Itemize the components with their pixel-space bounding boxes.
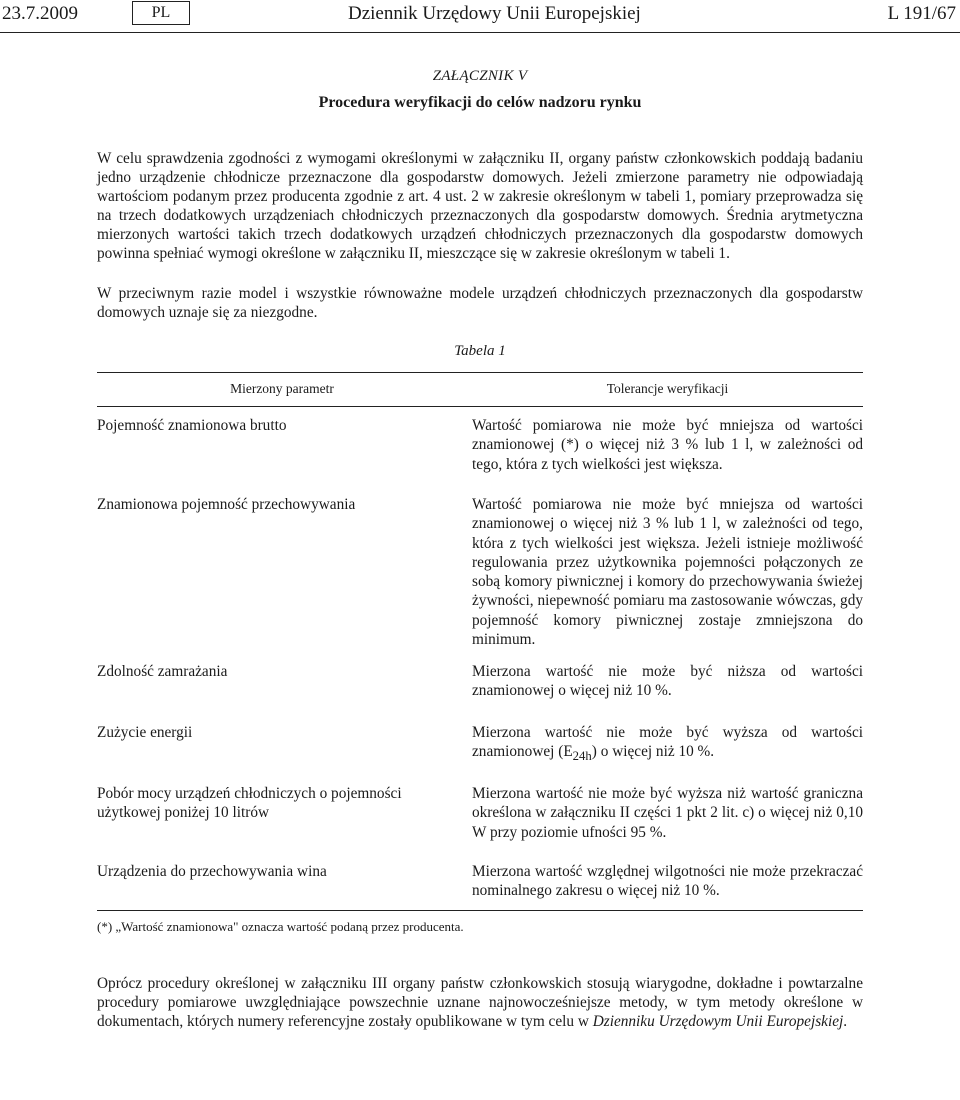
header-rule (0, 32, 960, 33)
non-compliance-paragraph: W przeciwnym razie model i wszystkie równoważne modele urządzeń chłodniczych przeznaczonych dla gospodarstw domowych uznaje się za niezgodne. (97, 285, 863, 321)
annex-title: Procedura weryfikacji do celów nadzoru rynku (318, 94, 642, 111)
table-top-rule (97, 372, 863, 373)
table-row-tolerance: Mierzona wartość nie może być wyższa niż wartość graniczna określona w załączniku II części 1 pkt 2 lit. c) o więcej niż 0,10 W przy poziomie ufności 95 %. (472, 785, 863, 841)
journal-name-italic: Dzienniku Urzędowym Unii Europejskiej (592, 1013, 844, 1030)
table-row-parameter: Pobór mocy urządzeń chłodniczych o pojemności użytkowej poniżej 10 litrów (97, 785, 402, 822)
table-row-tolerance (472, 723, 863, 767)
column-header-tolerance: Tolerancje weryfikacji (606, 381, 729, 396)
energy-subscript: 24h (572, 749, 592, 764)
annex-label: ZAŁĄCZNIK V (432, 68, 528, 84)
table-row-parameter: Pojemność znamionowa brutto (97, 417, 287, 434)
table-row-tolerance: Wartość pomiarowa nie może być mniejsza od wartości znamionowej o więcej niż 3 % lub 1 l, w zależności od tego, która z tych wielkości jest większa. Jeżeli istnieje możliwość regulowania przez użytkownika pojemności połączonych ze sobą komory piwnicznej i komory do przechowywania świeżej żywności, niepewność pomiaru ma zastosowanie wówczas, gdy pojemność komory piwnicznej zostaje zmniejszona do minimum. (472, 496, 863, 649)
language-box: PL (132, 1, 190, 25)
table-row-parameter: Zdolność zamrażania (97, 663, 228, 680)
column-header-parameter: Mierzony parametr (230, 381, 334, 396)
energy-tolerance-end: ) o więcej niż 10 %. (591, 743, 715, 761)
table-header-rule (97, 406, 863, 407)
closing-period: . (843, 1013, 848, 1030)
table-row-parameter: Urządzenia do przechowywania wina (97, 863, 327, 880)
page-header (0, 0, 960, 34)
journal-title: Dziennik Urzędowy Unii Europejskiej (348, 3, 641, 24)
closing-text: Oprócz procedury określonej w załączniku III organy państw członkowskich stosują wiarygodne, dokładne i powtarzalne procedury pomiarowe uwzględniające powszechnie uznane najnowocześniejsze metody, w tym metody określone w dokumentach, których numery referencyjne zostały opublikowane w tym celu w (97, 975, 863, 1030)
energy-tolerance-text: Mierzona wartość nie może być wyższa od wartości znamionowej (E (472, 724, 863, 761)
table-row-tolerance: Mierzona wartość nie może być niższa od wartości znamionowej o więcej niż 10 %. (472, 663, 863, 700)
table-row-tolerance: Mierzona wartość względnej wilgotności nie może przekraczać nominalnego zakresu o więcej niż 10 %. (472, 863, 863, 900)
publication-date: 23.7.2009 (2, 3, 78, 24)
table-footnote: (*) „Wartość znamionowa" oznacza wartość podaną przez producenta. (97, 919, 464, 934)
table-row-parameter: Zużycie energii (97, 724, 193, 741)
table-bottom-rule (97, 910, 863, 911)
page-reference: L 191/67 (887, 3, 956, 24)
table-row-tolerance: Wartość pomiarowa nie może być mniejsza od wartości znamionowej (*) o więcej niż 3 % lub 1 l, w zależności od tego, która z tych wielkości jest większa. (472, 417, 863, 473)
intro-paragraph: W celu sprawdzenia zgodności z wymogami określonymi w załączniku II, organy państw członkowskich poddają badaniu jedno urządzenie chłodnicze przeznaczone dla gospodarstw domowych. Jeżeli zmierzone parametry nie odpowiadają wartościom podanym przez producenta zgodnie z art. 4 ust. 2 w zakresie określonym w tabeli 1, pomiary przeprowadza się na trzech dodatkowych urządzeniach chłodniczych przeznaczonych dla gospodarstw domowych. Średnia arytmetyczna mierzonych wartości takich trzech dodatkowych urządzeń chłodniczych przeznaczonych dla gospodarstw domowych powinna spełniać wymogi określone w załączniku II, mieszczące się w zakresie określonym w tabeli 1. (97, 150, 863, 262)
table-caption: Tabela 1 (454, 343, 506, 359)
table-row-parameter: Znamionowa pojemność przechowywania (97, 496, 356, 513)
closing-paragraph (97, 974, 863, 1031)
